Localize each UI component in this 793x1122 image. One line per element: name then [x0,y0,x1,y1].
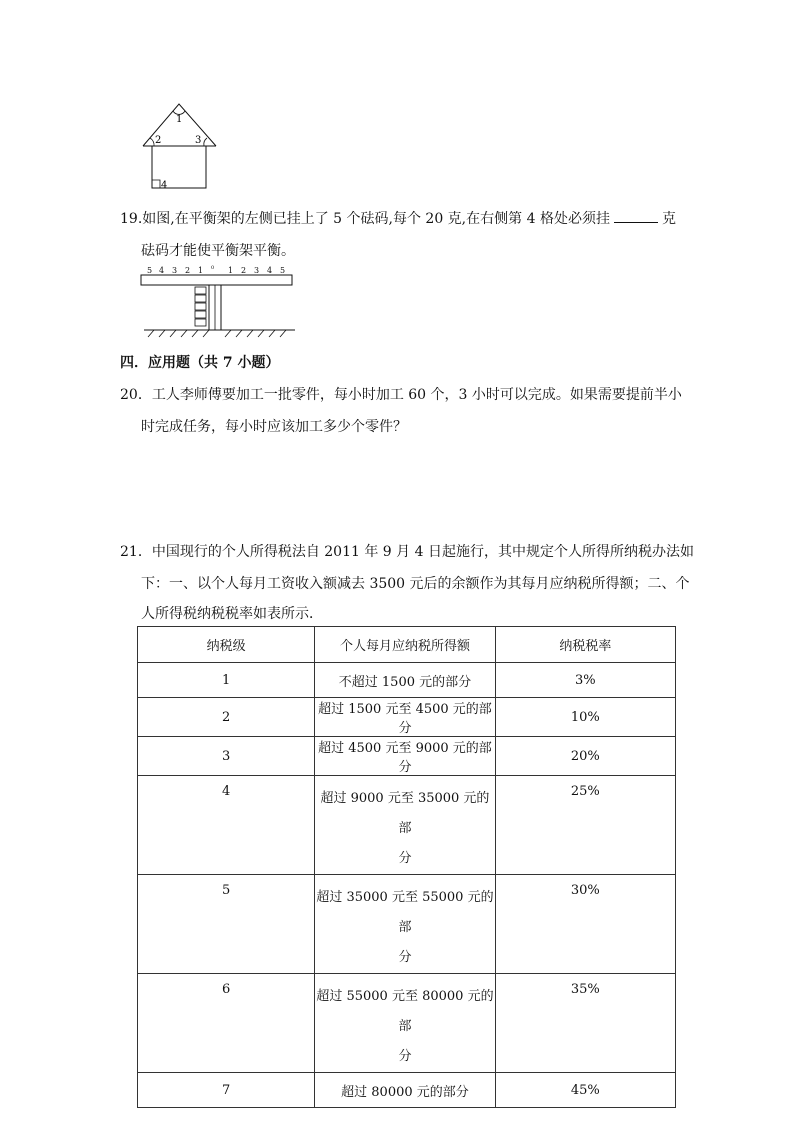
table-row [138,1073,676,1108]
income-cell [315,776,495,875]
section-heading: 四．应用题（共 7 小题） [120,355,280,371]
ground-hatch [148,330,286,337]
income-line-2: 分 [398,851,412,866]
income-line-2: 分 [398,950,412,965]
balance-beam [141,275,292,285]
scale-left-4: 4 [159,266,165,275]
q19-answer-blank[interactable] [614,208,658,223]
angle-arc-3 [204,138,207,146]
q19-text: 19.如图,在平衡架的左侧已挂上了 5 个砝码,每个 20 克,在右侧第 4 格处必须挂 [120,211,610,227]
angle-label-4: 4 [161,180,168,191]
weight [195,295,206,302]
income-cell: 不超过 1500 元的部分 [315,663,495,698]
angle-arc-2 [150,138,154,146]
income-cell: 超过 4500 元至 9000 元的部分 [315,737,495,776]
level-cell: 6 [138,974,315,1073]
income-cell: 超过 80000 元的部分 [315,1073,495,1108]
header-level: 纳税级 [138,627,315,663]
q21-line1: 21．中国现行的个人所得税法自 2011 年 9 月 4 日起施行，其中规定个人所得所纳税办法如 [120,544,694,560]
table-row [138,737,676,776]
table-row [138,776,676,875]
scale-left-1: 1 [198,266,204,275]
income-line-1: 超过 9000 元至 35000 元的部 [320,791,490,836]
rate-cell: 25% [495,776,675,875]
header-rate: 纳税税率 [495,627,675,663]
table-row [138,875,676,974]
scale-center: 0 [211,265,215,271]
income-line-1: 超过 55000 元至 80000 元的部 [316,989,494,1034]
weights-stack [195,287,206,326]
rate-cell: 10% [495,698,675,737]
rate-cell: 35% [495,974,675,1073]
scale-right-2: 2 [241,266,247,275]
income-line-1: 超过 35000 元至 55000 元的部 [316,890,494,935]
weight [195,319,206,326]
level-cell: 1 [138,663,315,698]
rate-cell: 30% [495,875,675,974]
scale-left-2: 2 [185,266,191,275]
balance-figure [140,262,300,338]
weight [195,311,206,318]
income-cell: 超过 1500 元至 4500 元的部分 [315,698,495,737]
q19-unit: 克 [661,211,676,227]
scale-right-1: 1 [228,266,234,275]
q21-line2: 下：一、以个人每月工资收入额减去 3500 元后的余额作为其每月应纳税所得额；二、个 [141,576,690,592]
right-angle-mark [152,180,160,188]
weight [195,287,206,294]
scale-right-5: 5 [280,266,286,275]
level-cell: 7 [138,1073,315,1108]
angle-label-2: 2 [155,135,162,146]
scale-left-5: 5 [147,266,153,275]
angle-label-1: 1 [176,114,183,125]
income-cell [315,875,495,974]
table-header-row [138,627,676,663]
level-cell: 2 [138,698,315,737]
scale-left-3: 3 [172,266,178,275]
scale-right-3: 3 [254,266,260,275]
income-line-2: 分 [398,1049,412,1064]
house-figure [140,100,220,192]
level-cell: 5 [138,875,315,974]
rate-cell: 20% [495,737,675,776]
level-cell: 4 [138,776,315,875]
weight [195,303,206,310]
level-cell: 3 [138,737,315,776]
table-row [138,974,676,1073]
header-income: 个人每月应纳税所得额 [315,627,495,663]
income-cell [315,974,495,1073]
q20-line2: 时完成任务，每小时应该加工多少个零件？ [141,419,407,435]
q21-line3: 人所得税纳税税率如表所示． [141,606,323,622]
rate-cell: 45% [495,1073,675,1108]
angle-label-3: 3 [195,135,202,146]
scale-right-4: 4 [267,266,273,275]
q20-line1: 20．工人李师傅要加工一批零件，每小时加工 60 个，3 小时可以完成。如果需要提前半小 [120,387,682,403]
table-row [138,663,676,698]
tax-rate-table [137,626,676,1108]
q19-line2: 砝码才能使平衡架平衡。 [141,243,295,259]
rate-cell: 3% [495,663,675,698]
table-row [138,698,676,737]
q19-line1 [120,208,676,228]
